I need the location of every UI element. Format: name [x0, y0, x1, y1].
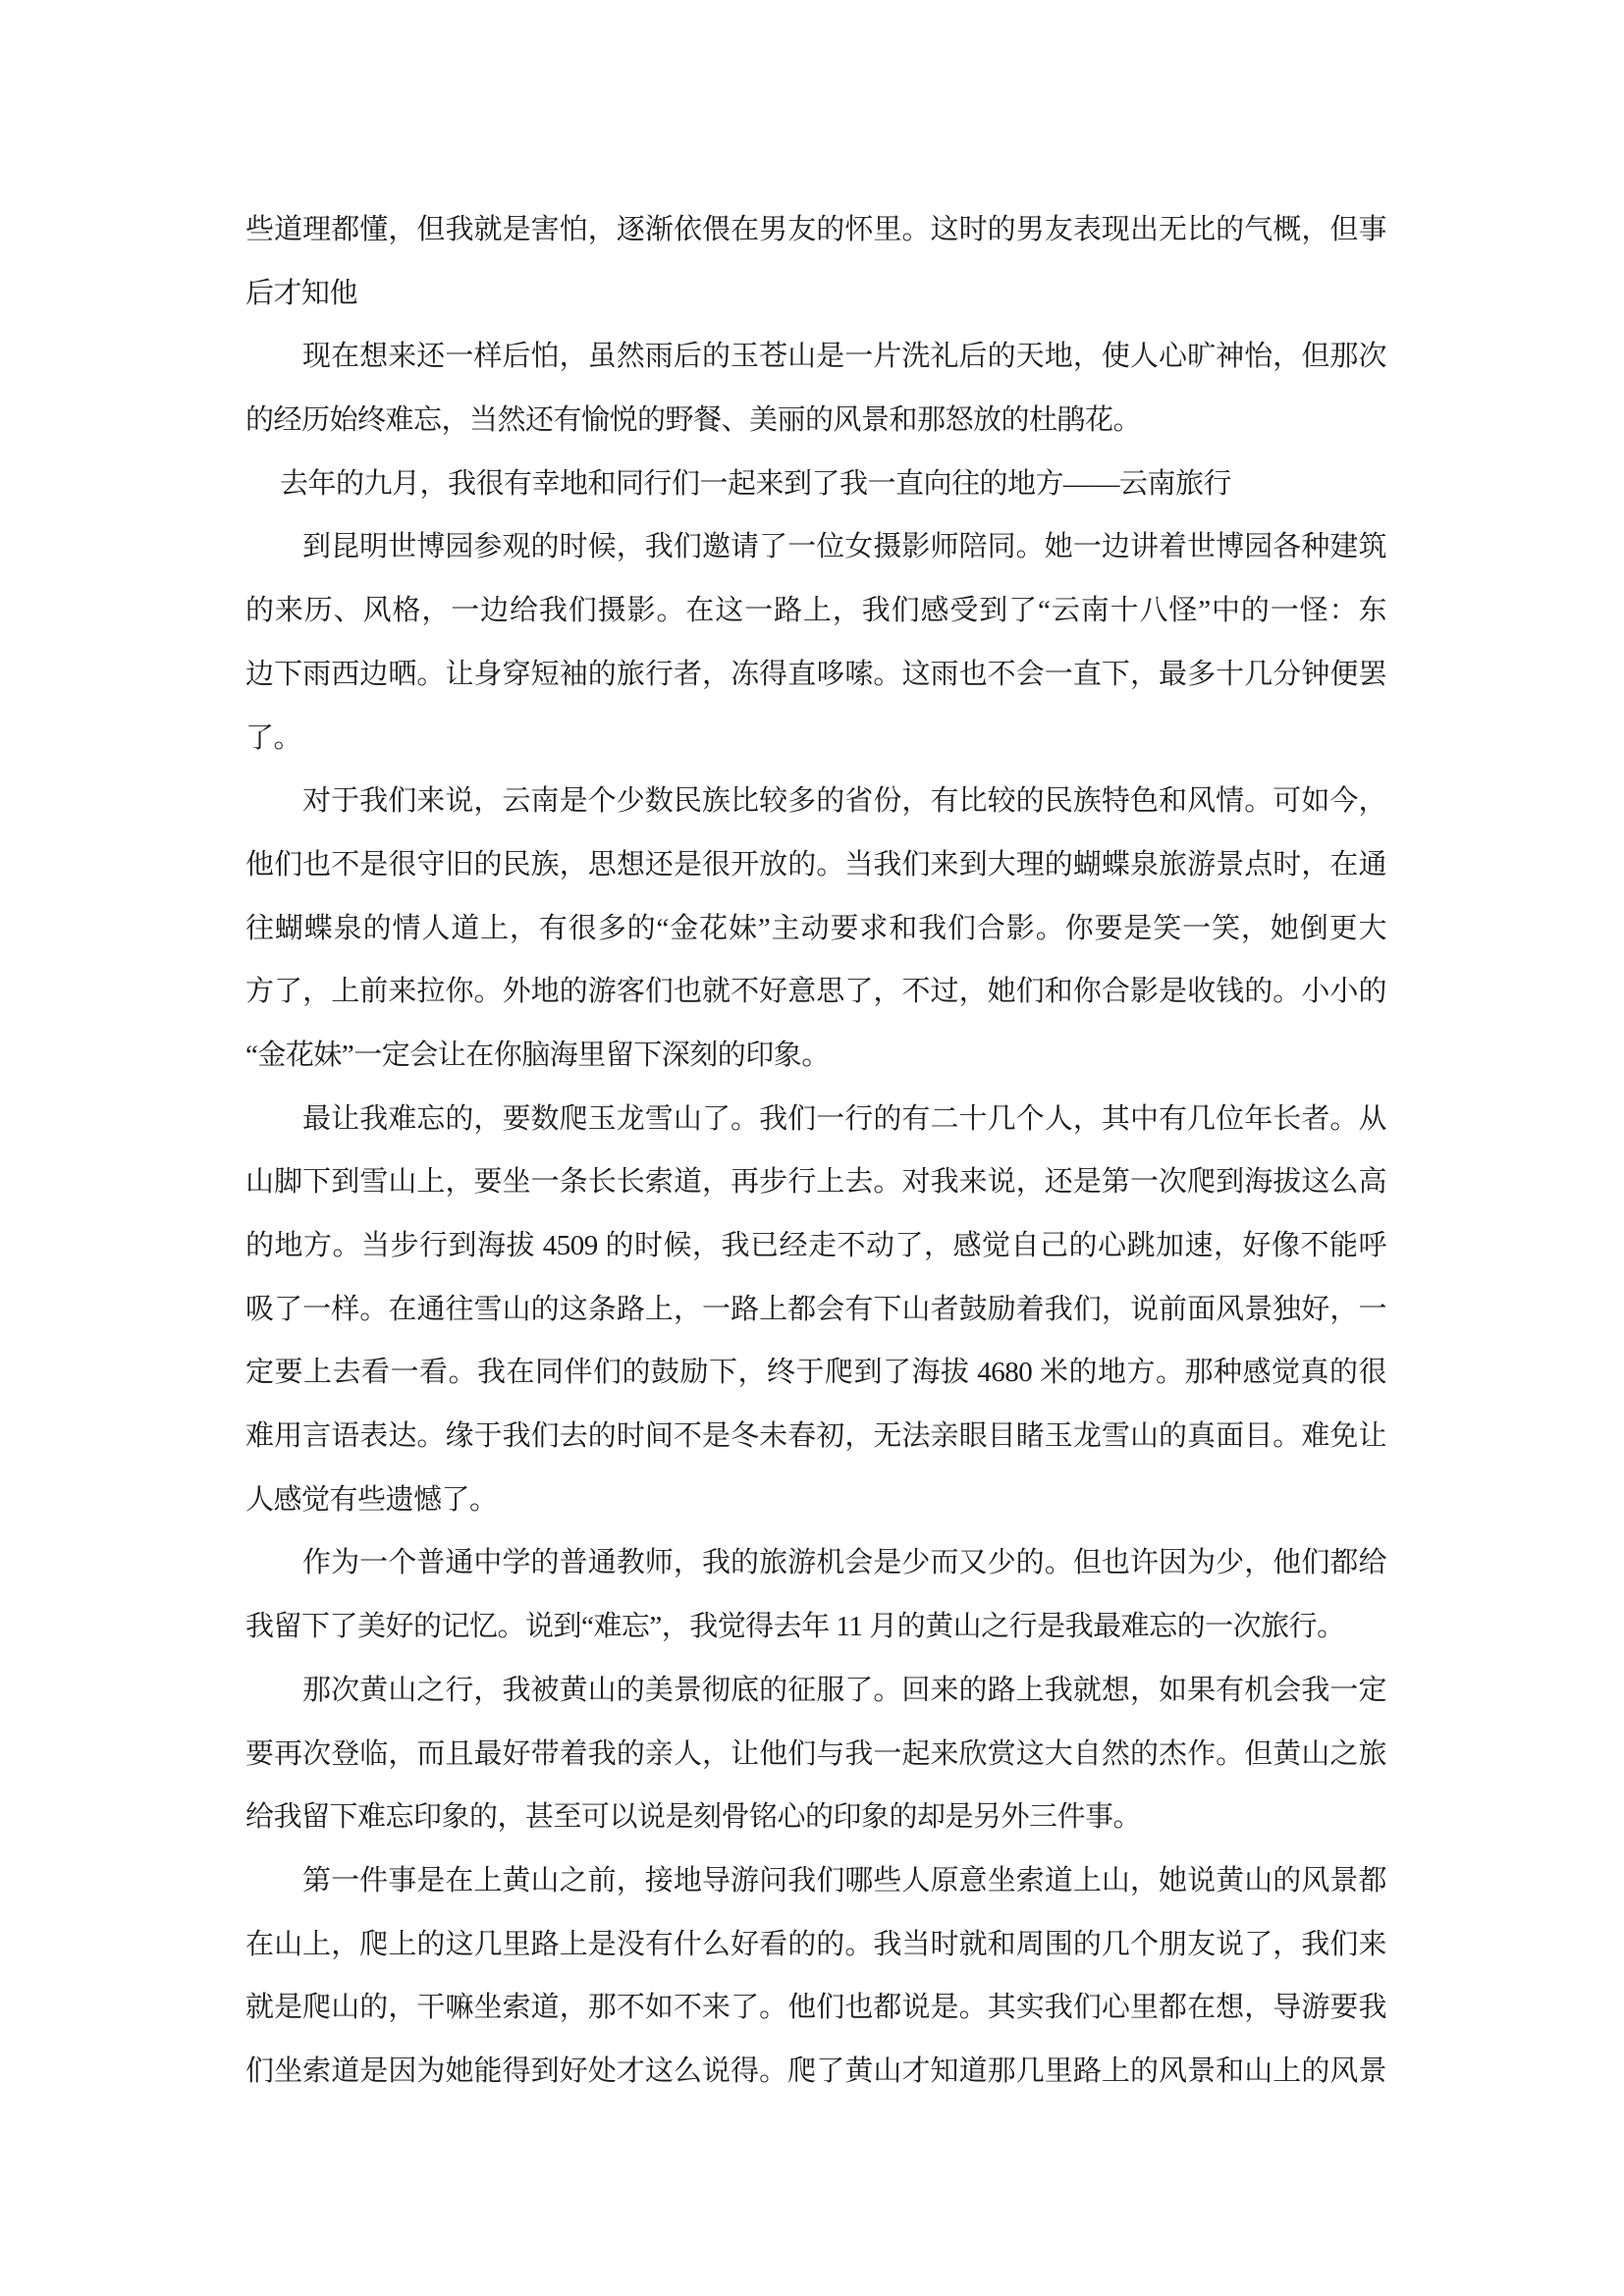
text-line: 吸了一样。在通往雪山的这条路上，一路上都会有下山者鼓励着我们，说前面风景独好，一 [245, 1293, 1386, 1325]
document-text-block [245, 198, 1386, 2104]
text-line: 对于我们来说，云南是个少数民族比较多的省份，有比较的民族特色和风情。可如今， [302, 785, 1386, 818]
text-line: 们坐索道是因为她能得到好处才这么说得。爬了黄山才知道那几里路上的风景和山上的风景 [245, 2055, 1386, 2087]
text-line: 那次黄山之行，我被黄山的美景彻底的征服了。回来的路上我就想，如果有机会我一定 [302, 1674, 1386, 1706]
text-line: 到昆明世博园参观的时候，我们邀请了一位女摄影师陪同。她一边讲着世博园各种建筑 [302, 531, 1386, 563]
text-line: 最让我难忘的，要数爬玉龙雪山了。我们一行的有二十几个人，其中有几位年长者。从 [302, 1102, 1386, 1135]
text-line: 去年的九月，我很有幸地和同行们一起来到了我一直向往的地方——云南旅行 [280, 467, 1232, 500]
text-line: 了。 [245, 721, 302, 754]
text-line: 往蝴蝶泉的情人道上，有很多的“金花妹”主动要求和我们合影。你要是笑一笑，她倒更大 [245, 912, 1386, 944]
text-line: 方了，上前来拉你。外地的游客们也就不好意思了，不过，她们和你合影是收钱的。小小的 [245, 976, 1386, 1008]
text-line: 难用言语表达。缘于我们去的时间不是冬未春初，无法亲眼目睹玉龙雪山的真面目。难免让 [245, 1420, 1386, 1453]
text-line: 我留下了美好的记忆。说到“难忘”，我觉得去年 11 月的黄山之行是我最难忘的一次旅行。 [245, 1611, 1345, 1643]
text-line: 些道理都懂，但我就是害怕，逐渐依偎在男友的怀里。这时的男友表现出无比的气概，但事 [245, 214, 1386, 245]
text-line: 的地方。当步行到海拔 4509 的时候，我已经走不动了，感觉自己的心跳加速，好像不能呼 [245, 1230, 1386, 1261]
text-line: 他们也不是很守旧的民族，思想还是很开放的。当我们来到大理的蝴蝶泉旅游景点时，在通 [245, 848, 1386, 881]
text-line: 后才知他 [245, 277, 358, 309]
text-line: 作为一个普通中学的普通教师，我的旅游机会是少而又少的。但也许因为少，他们都给 [302, 1547, 1386, 1579]
text-line: 在山上，爬上的这几里路上是没有什么好看的的。我当时就和周围的几个朋友说了，我们来 [245, 1928, 1386, 1960]
text-line: 边下雨西边晒。让身穿短袖的旅行者，冻得直哆嗦。这雨也不会一直下，最多十几分钟便罢 [245, 658, 1386, 690]
text-line: 现在想来还一样后怕，虽然雨后的玉苍山是一片洗礼后的天地，使人心旷神怡，但那次 [302, 341, 1386, 373]
text-line: “金花妹”一定会让在你脑海里留下深刻的印象。 [245, 1039, 830, 1071]
text-line: 定要上去看一看。我在同伴们的鼓励下，终于爬到了海拔 4680 米的地方。那种感觉真的很 [245, 1357, 1386, 1389]
text-line: 给我留下难忘印象的，甚至可以说是刻骨铭心的印象的却是另外三件事。 [245, 1801, 1142, 1834]
text-line: 就是爬山的，干嘛坐索道，那不如不来了。他们也都说是。其实我们心里都在想，导游要我 [245, 1992, 1386, 2024]
text-line: 的来历、风格，一边给我们摄影。在这一路上，我们感受到了“云南十八怪”中的一怪：东 [245, 595, 1386, 627]
text-line: 第一件事是在上黄山之前，接地导游问我们哪些人原意坐索道上山，她说黄山的风景都 [302, 1864, 1386, 1896]
text-line: 的经历始终难忘，当然还有愉悦的野餐、美丽的风景和那怒放的杜鹃花。 [245, 404, 1142, 437]
text-line: 人感觉有些遗憾了。 [245, 1483, 498, 1516]
text-line: 山脚下到雪山上，要坐一条长长索道，再步行上去。对我来说，还是第一次爬到海拔这么高 [245, 1166, 1386, 1199]
text-line: 要再次登临，而且最好带着我的亲人，让他们与我一起来欣赏这大自然的杰作。但黄山之旅 [245, 1737, 1386, 1770]
